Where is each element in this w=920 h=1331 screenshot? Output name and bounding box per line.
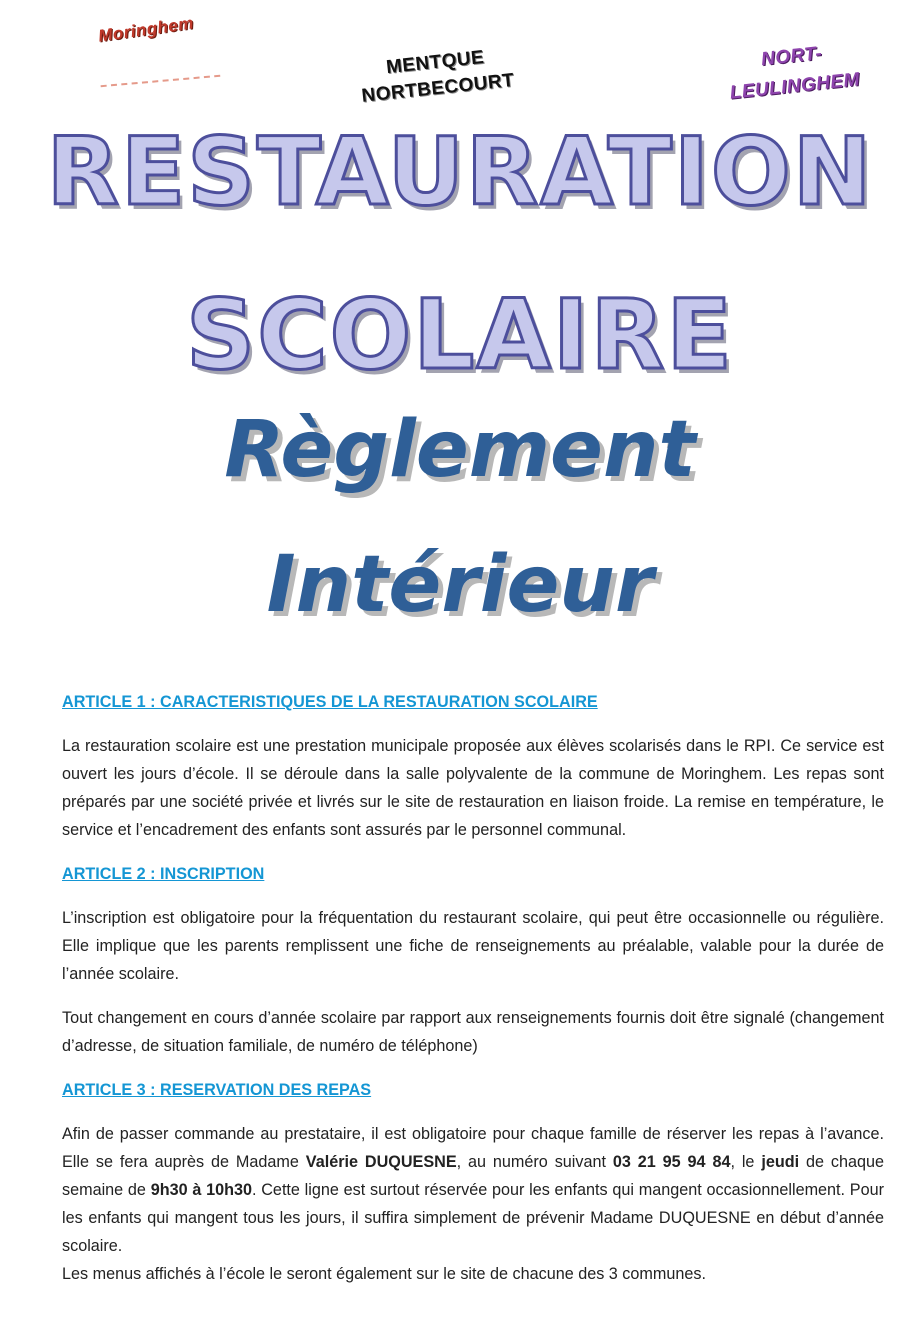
text-run: , le xyxy=(730,1153,762,1171)
contact-phone: 03 21 95 94 84 xyxy=(612,1153,731,1171)
contact-name: Valérie DUQUESNE xyxy=(305,1153,457,1171)
reservation-hours: 9h30 à 10h30 xyxy=(150,1181,252,1199)
logo-nort-leulinghem xyxy=(725,35,861,108)
title-reglement: Règlement xyxy=(224,405,696,495)
text-run: . Cette ligne est surtout réservée pour les enfants qui mangent occasionnellement. Pour les enfants qui mangent tous les jours, il suffira simplement de prévenir Madame DUQUESNE en début d’année scolaire. xyxy=(62,1181,884,1255)
article-2-paragraph-1: L’inscription est obligatoire pour la fréquentation du restaurant scolaire, qui peut être occasionnelle ou régulière. Elle implique que les parents remplissent une fiche de renseignements au préalable, valable pour la durée de l’année scolaire. xyxy=(62,909,884,983)
text-run: Afin de passer commande au prestataire, il est obligatoire pour chaque famille de réserver les repas à l’avance. Elle se fera auprès de Madame xyxy=(62,1125,884,1171)
logo-nort-line2: LEULINGHEM xyxy=(728,69,861,104)
title-restauration: RESTAURATION xyxy=(46,118,874,227)
title-scolaire: SCOLAIRE xyxy=(186,279,734,391)
logo-moringhem: Moringhem xyxy=(97,13,195,46)
article-1-title: ARTICLE 1 : CARACTERISTIQUES DE LA RESTAURATION SCOLAIRE xyxy=(62,693,598,711)
document-body xyxy=(62,688,884,1304)
text-run: de chaque semaine de xyxy=(62,1153,884,1199)
article-3-paragraph-1 xyxy=(62,1120,884,1260)
logo-mentque-line2: NORTBECOURT xyxy=(360,69,516,107)
text-run: , au numéro suivant xyxy=(456,1153,613,1171)
logo-mentque-nortbecourt xyxy=(358,42,516,110)
logo-moringhem-underline xyxy=(100,65,221,87)
reservation-day: jeudi xyxy=(761,1153,800,1171)
title-interieur: Intérieur xyxy=(266,540,654,630)
article-2-paragraph-2: Tout changement en cours d’année scolaire par rapport aux renseignements fournis doit être signalé (changement d’adresse, de situation familiale, de numéro de téléphone) xyxy=(62,1009,884,1055)
logo-nort-line1: NORT- xyxy=(760,42,824,71)
article-1-paragraph: La restauration scolaire est une prestation municipale proposée aux élèves scolarisés dans le RPI. Ce service est ouvert les jours d’école. Il se déroule dans la salle polyvalente de la commune de Moringhem. Les repas sont préparés par une société privée et livrés sur le site de restauration en liaison froide. La remise en température, le service et l’encadrement des enfants sont assurés par le personnel communal. xyxy=(62,737,884,839)
article-3-paragraph-2: Les menus affichés à l’école le seront également sur le site de chacune des 3 communes. xyxy=(62,1265,706,1283)
article-2-title: ARTICLE 2 : INSCRIPTION xyxy=(62,865,265,883)
logo-mentque-line1: MENTQUE xyxy=(385,46,486,79)
article-3-title: ARTICLE 3 : RESERVATION DES REPAS xyxy=(62,1081,372,1099)
